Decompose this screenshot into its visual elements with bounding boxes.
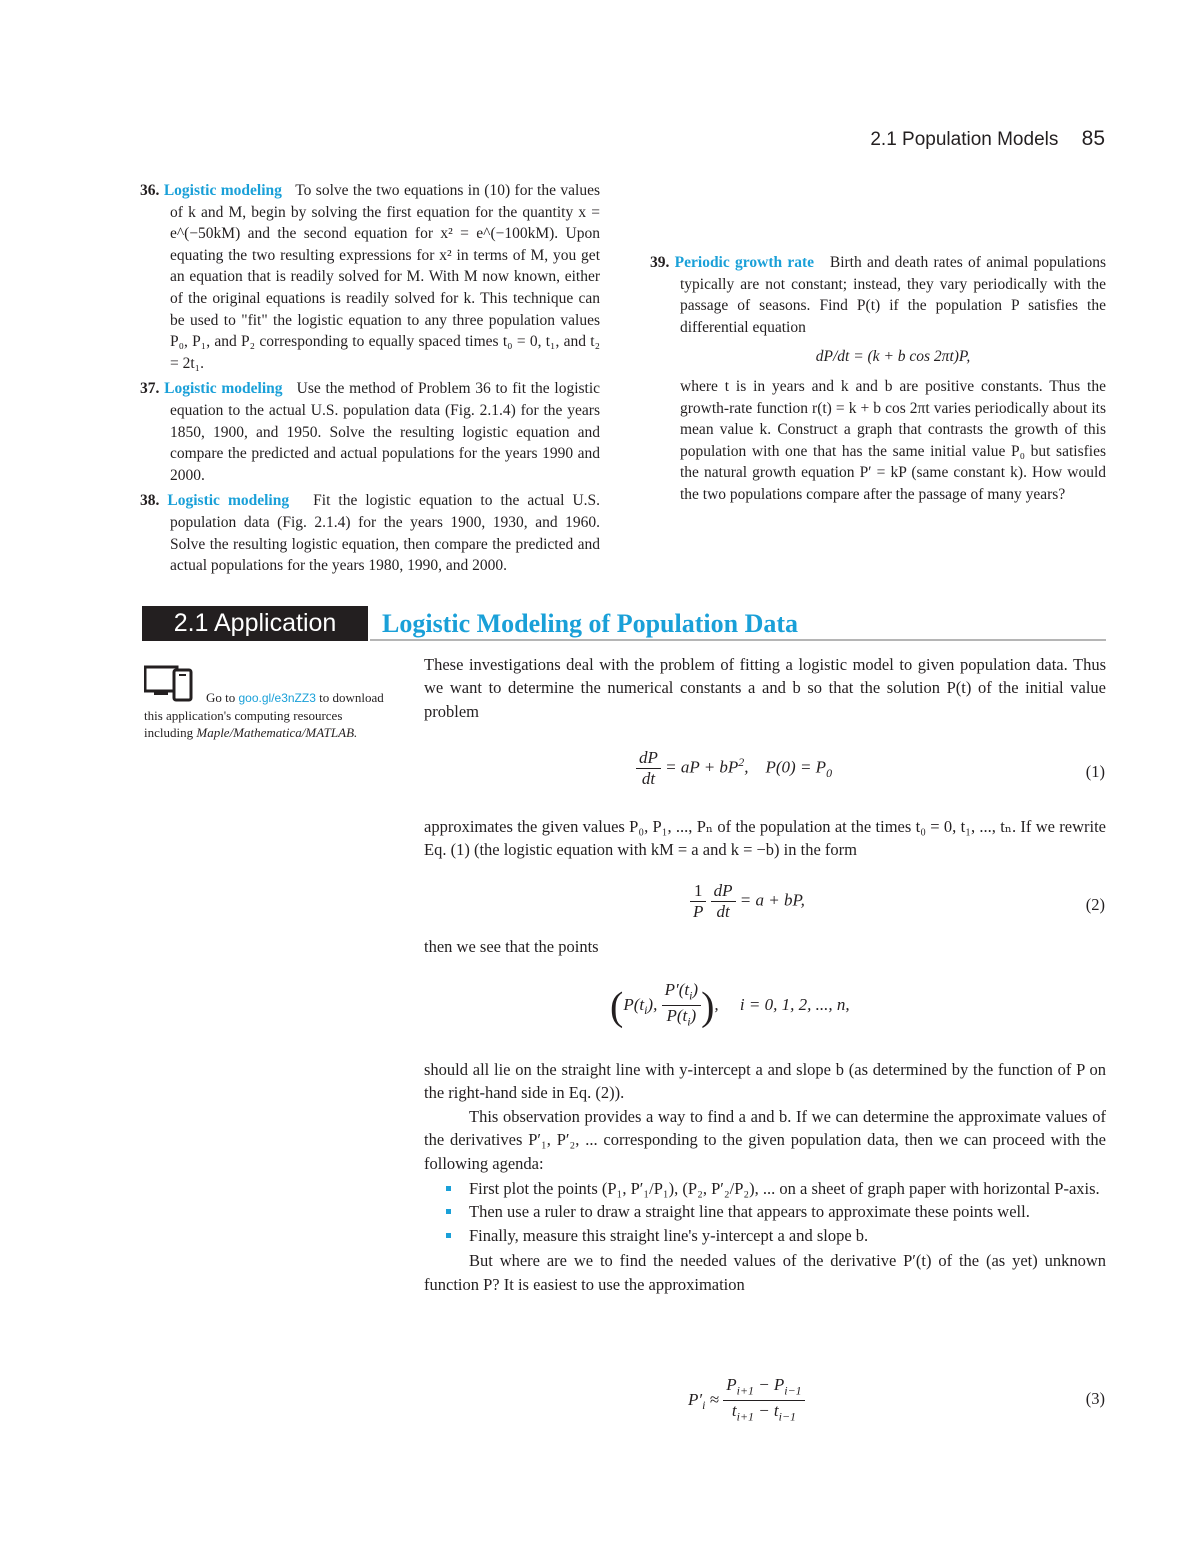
equation-1: $\frac{dP}{dt}$ = aP + $bP^2$, $P(0) = P_0$ — [636, 748, 832, 789]
problem-title: Logistic modeling — [163, 182, 282, 199]
body-paragraph-2: approximates the given values P₀, P₁, ..., Pₙ of the population at the times t₀ = 0, t₁, ..., tₙ. If we rewrite Eq. (1) (the logistic equation with kM = a and k = −b) in the form — [424, 817, 1106, 860]
header-section-title: 2.1 Population Models — [870, 129, 1059, 150]
bullet-icon — [446, 1233, 451, 1238]
problem-39-equation: dP/dt = (k + b cos 2πt)P, — [815, 348, 971, 366]
sidebar-go-to: Go to — [206, 690, 236, 705]
body-paragraph-1: These investigations deal with the problem of fitting a logistic model to given population data. Thus we want to determine the numerical constants a and b so that the solution P(t) of the initial value problem — [424, 655, 1106, 721]
body-paragraph-3-wrap — [424, 935, 1106, 958]
list-item: Then use a ruler to draw a straight line that appears to approximate these points well. — [424, 1200, 1106, 1223]
equation-2-number: (2) — [1085, 895, 1105, 914]
problems-right-column — [650, 180, 1106, 506]
equation-1-number: (1) — [1085, 762, 1105, 781]
points-expression: ($P(t_i)$, $\frac{P'(t_i)}{P(t_i)}$ ), i = 0, 1, 2, ..., n, — [610, 980, 850, 1029]
list-item: Finally, measure this straight line's y-intercept a and slope b. — [424, 1224, 1106, 1247]
problem-38 — [140, 490, 600, 576]
problem-number: 37. — [140, 380, 160, 398]
application-rule-left — [142, 639, 368, 641]
problem-36 — [140, 180, 600, 374]
problem-title: Periodic growth rate — [674, 254, 815, 271]
problem-text: Birth and death rates of animal populations typically are not constant; instead, they vary periodically with the passage of seasons. Find P(t) if the population P satisfies the differential equation — [680, 254, 1107, 336]
body-paragraph-6: But where are we to find the needed values of the derivative P′(t) of the (as yet) unknown function P? It is easiest to use the approximation — [424, 1251, 1106, 1294]
problem-title: Logistic modeling — [164, 380, 283, 398]
sidebar-rest: download this application's computing resources including — [144, 690, 384, 740]
equation-3: $P'_i$ ≈ $\frac{P_{i+1} - P_{i-1}}{t_{i+1} - t_{i-1}}$ — [688, 1375, 805, 1427]
application-rule — [370, 639, 1106, 641]
agenda-list — [424, 1177, 1106, 1247]
problem-number: 39. — [650, 254, 670, 271]
bullet-icon — [446, 1186, 451, 1191]
sidebar-link[interactable]: goo.gl/e3nZZ3 — [238, 691, 316, 705]
problem-text: To solve the two equations in (10) for the values of k and M, begin by solving the first equation for the quantity x = e^(−50kM) and the second equation for x² = e^(−100kM). Upon equating the two resulting expressions for x² in terms of M, you get an equation that is readily solved for M. With M now known, either of the original equations is readily solved for k. This technique can be used to "fit" the logistic equation to any three population values P₀, P₁, and P₂ corresponding to equally spaced times t₀ = 0, t₁, and t₂ = 2t₁. — [170, 182, 601, 372]
problem-text: Use the method of Problem 36 to fit the logistic equation to the actual U.S. population data (Fig. 2.1.4) for the years 1850, 1900, and 1950. Solve the resulting logistic equation and compare the predicted and actual populations for the years 1990 and 2000. — [170, 380, 601, 484]
problem-number: 38. — [140, 492, 160, 510]
sidebar-software: Maple/Mathematica/MATLAB. — [196, 725, 358, 740]
body-paragraph-4: should all lie on the straight line with y-intercept a and slope b (as determined by the function of P on the right-hand side in Eq. (2)). — [424, 1060, 1106, 1103]
equation-3-number: (3) — [1085, 1389, 1105, 1408]
problem-39 — [650, 252, 1106, 338]
list-item: First plot the points (P₁, P′₁/P₁), (P₂, P′₂/P₂), ... on a sheet of graph paper with horizontal P-axis. — [424, 1177, 1106, 1200]
body-paragraph-2-wrap — [424, 815, 1106, 862]
body-paragraph-5: This observation provides a way to find a and b. If we can determine the approximate values of the derivatives P′₁, P′₂, ... corresponding to the given population data, then we can proceed with the following agenda: — [424, 1106, 1106, 1173]
problem-title: Logistic modeling — [167, 492, 290, 510]
running-header — [870, 127, 1105, 151]
problem-39-text2: where t is in years and k and b are positive constants. Thus the growth-rate function r(t) = k + b cos 2πt varies periodically about its mean value k. Construct a graph that contrasts the growth of this population with one that has the same initial value P₀ but satisfies the natural growth equation P′ = kP (same constant k). How would the two populations compare after the passage of many years? — [680, 377, 1106, 503]
application-label: 2.1 Application — [142, 606, 368, 640]
body-paragraphs-4-5 — [424, 1058, 1106, 1296]
equation-2: $\frac{1}{P}$ $\frac{dP}{dt}$ = a + bP, — [690, 881, 805, 922]
bullet-icon — [446, 1209, 451, 1214]
problem-37 — [140, 378, 600, 486]
page-number: 85 — [1081, 127, 1105, 150]
problem-number: 36. — [140, 182, 160, 199]
application-title: Logistic Modeling of Population Data — [382, 609, 799, 638]
sidebar-to: to — [319, 690, 330, 705]
problems-left-column — [140, 180, 600, 577]
body-paragraph-3: then we see that the points — [424, 937, 599, 956]
sidebar-note — [144, 689, 394, 741]
application-body — [424, 653, 1106, 723]
problem-text: Fit the logistic equation to the actual U.S. population data (Fig. 2.1.4) for the years 1900, 1930, and 1960. Solve the resulting logistic equation, then compare the predicted and actual populations for the years 1980, 1990, and 2000. — [170, 492, 601, 575]
